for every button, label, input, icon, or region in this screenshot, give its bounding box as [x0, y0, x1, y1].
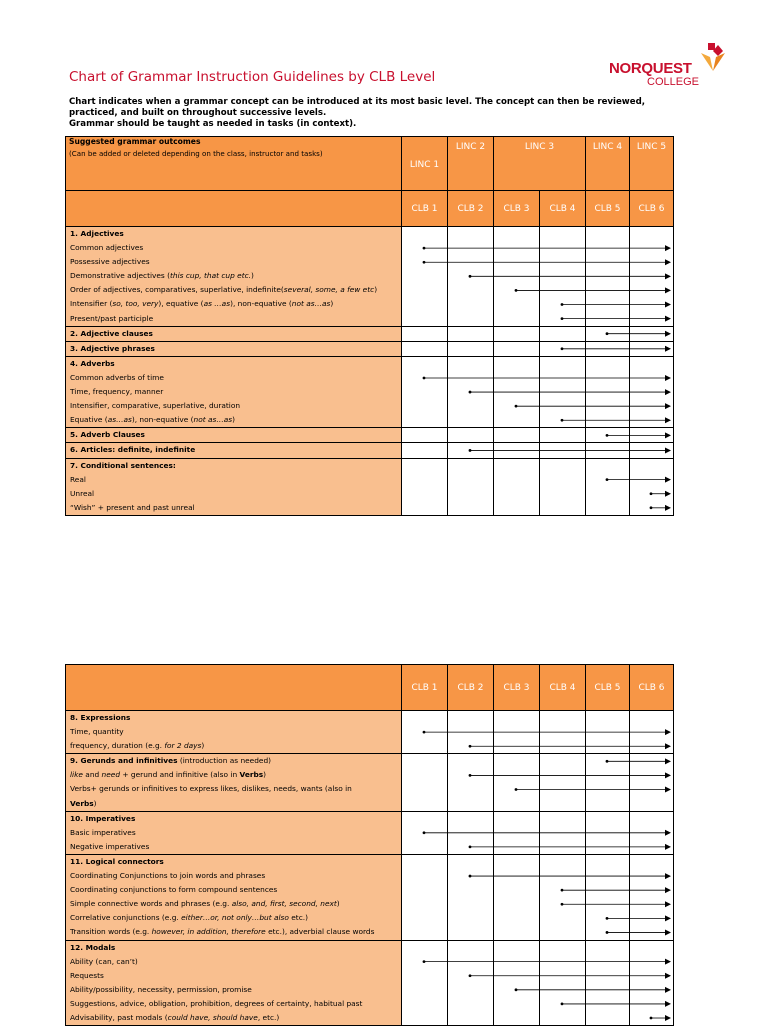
table1-group-6-clb-2-cell — [448, 443, 494, 458]
outcome-line: 5. Adverb Clauses — [70, 430, 145, 440]
table1-group-6-clb-1-cell — [402, 443, 448, 458]
outcome-line: Demonstrative adjectives (this cup, that cup etc.) — [70, 271, 254, 281]
outcome-line: Negative imperatives — [70, 841, 150, 851]
table1-group-7-label — [66, 458, 402, 515]
table2-group-5-clb-2-cell — [448, 940, 494, 1026]
linc-2-label: LINC 2 — [455, 142, 486, 152]
table2-group-5-label — [66, 940, 402, 1026]
table2-group-4-clb-2-cell — [448, 854, 494, 940]
linc-5-header — [630, 137, 674, 191]
table2-group-4-clb-4-cell — [540, 854, 586, 940]
table2-group-4-clb-5-cell — [586, 854, 630, 940]
outcome-line: Real — [70, 474, 86, 484]
table1-group-5-clb-4-cell — [540, 428, 586, 443]
intro-text — [69, 97, 689, 131]
table1-group-6-clb-5-cell — [586, 443, 630, 458]
table1-group-6-clb-6-cell — [630, 443, 674, 458]
table1-group-3-clb-5-cell — [586, 341, 630, 356]
table1-group-5-clb-5-cell — [586, 428, 630, 443]
outcome-line: Time, frequency, manner — [70, 387, 164, 397]
outcome-line: 10. Imperatives — [70, 813, 136, 823]
table2-group-2-clb-2-cell — [448, 754, 494, 811]
outcome-line: Intensifier (so, too, very), equative (as …as), non-equative (not as…as) — [70, 299, 334, 309]
table1-group-4-clb-2-cell — [448, 356, 494, 427]
table2-group-2-clb-4-cell — [540, 754, 586, 811]
table1-group-2-clb-4-cell — [540, 326, 586, 341]
outcome-line: Verbs) — [70, 798, 97, 808]
clb-header-blank-2 — [66, 665, 402, 711]
table2-group-4-clb-1-cell — [402, 854, 448, 940]
outcome-line: Coordinating conjunctions to form compound sentences — [70, 885, 278, 895]
page-title: Chart of Grammar Instruction Guidelines by CLB Level — [69, 69, 436, 85]
outcome-line: Present/past participle — [70, 313, 154, 323]
table2-group-1-clb-5-cell — [586, 711, 630, 754]
outcome-line: 7. Conditional sentences: — [70, 460, 176, 470]
outcome-line: 12. Modals — [70, 942, 116, 952]
table2-group-5-clb-4-cell — [540, 940, 586, 1026]
clb-2-header: CLB 2 — [448, 191, 494, 227]
table2-group-2-clb-5-cell — [586, 754, 630, 811]
linc-4-label: LINC 4 — [592, 142, 623, 152]
table2-group-3-clb-6-cell — [630, 811, 674, 854]
grammar-table-2 — [65, 664, 674, 1026]
table1-group-5-label — [66, 428, 402, 443]
table2-group-1-clb-3-cell — [494, 711, 540, 754]
table2-group-3-clb-2-cell — [448, 811, 494, 854]
table1-group-2-clb-3-cell — [494, 326, 540, 341]
table1-group-7-clb-2-cell — [448, 458, 494, 515]
table1-group-2-label — [66, 326, 402, 341]
clb-1-header: CLB 1 — [402, 191, 448, 227]
outcome-line: Verbs+ gerunds or infinitives to express likes, dislikes, needs, wants (also in — [70, 784, 352, 794]
outcome-line: Transition words (e.g. however, in addition, therefore etc.), adverbial clause words — [70, 927, 375, 937]
table1-group-6-clb-3-cell — [494, 443, 540, 458]
grammar-table-1 — [65, 136, 674, 516]
table1-group-4-clb-1-cell — [402, 356, 448, 427]
linc-3-label: LINC 3 — [524, 142, 555, 152]
outcome-line: frequency, duration (e.g. for 2 days) — [70, 741, 205, 751]
table1-group-2-clb-6-cell — [630, 326, 674, 341]
clb-4-header-2: CLB 4 — [540, 665, 586, 711]
table2-group-2-clb-1-cell — [402, 754, 448, 811]
clb-header-blank — [66, 191, 402, 227]
table1-group-2-clb-5-cell — [586, 326, 630, 341]
outcome-line: Basic imperatives — [70, 827, 136, 837]
table1-group-5-clb-1-cell — [402, 428, 448, 443]
table2-group-1-clb-4-cell — [540, 711, 586, 754]
outcome-line: Common adjectives — [70, 243, 144, 253]
outcome-line: Intensifier, comparative, superlative, duration — [70, 401, 241, 411]
logo-subtitle: COLLEGE — [647, 76, 699, 88]
table2-group-2-clb-6-cell — [630, 754, 674, 811]
table1-group-1-clb-6-cell — [630, 227, 674, 327]
table1-group-7-clb-1-cell — [402, 458, 448, 515]
clb-6-header-2: CLB 6 — [630, 665, 674, 711]
table1-group-4-clb-4-cell — [540, 356, 586, 427]
outcome-line: 3. Adjective phrases — [70, 343, 155, 353]
outcome-line: Simple connective words and phrases (e.g. also, and, first, second, next) — [70, 899, 340, 909]
outcome-line: Order of adjectives, comparatives, superlative, indefinite(several, some, a few etc) — [70, 285, 378, 295]
table2-group-4-clb-3-cell — [494, 854, 540, 940]
outcome-line: Ability/possibility, necessity, permission, promise — [70, 984, 252, 994]
outcome-line: Common adverbs of time — [70, 372, 164, 382]
outcome-line: Time, quantity — [70, 727, 124, 737]
table1-group-2-clb-2-cell — [448, 326, 494, 341]
table1-group-4-clb-3-cell — [494, 356, 540, 427]
outcome-line: 9. Gerunds and infinitives (introduction as needed) — [70, 756, 272, 766]
outcome-line: 8. Expressions — [70, 713, 131, 722]
clb-3-header: CLB 3 — [494, 191, 540, 227]
linc-3-header — [494, 137, 586, 191]
table2-group-1-clb-2-cell — [448, 711, 494, 754]
table2-group-3-clb-5-cell — [586, 811, 630, 854]
table2-group-3-clb-3-cell — [494, 811, 540, 854]
table1-group-6-label — [66, 443, 402, 458]
outcome-line: Equative (as…as), non-equative (not as…as) — [70, 415, 236, 425]
table2-group-5-clb-6-cell — [630, 940, 674, 1026]
outcome-line: Advisability, past modals (could have, should have, etc.) — [70, 1012, 280, 1022]
table2-group-5-clb-5-cell — [586, 940, 630, 1026]
table1-group-1-clb-1-cell — [402, 227, 448, 327]
table1-group-3-clb-6-cell — [630, 341, 674, 356]
table1-group-1-clb-4-cell — [540, 227, 586, 327]
outcome-line: “Wish” + present and past unreal — [70, 502, 195, 512]
table2-group-3-label — [66, 811, 402, 854]
clb-4-header: CLB 4 — [540, 191, 586, 227]
table1-group-7-clb-4-cell — [540, 458, 586, 515]
intro-line-1: Chart indicates when a grammar concept can be introduced at its most basic level. The concept can then be reviewed, practiced, and built on throughout successive levels. — [69, 97, 645, 119]
table1-group-1-clb-2-cell — [448, 227, 494, 327]
table1-group-3-clb-2-cell — [448, 341, 494, 356]
table2-group-2-clb-3-cell — [494, 754, 540, 811]
table2-group-5-clb-3-cell — [494, 940, 540, 1026]
table2-group-2-label — [66, 754, 402, 811]
table1-group-5-clb-6-cell — [630, 428, 674, 443]
table1-group-4-clb-6-cell — [630, 356, 674, 427]
outcome-line: 2. Adjective clauses — [70, 328, 153, 338]
table1-group-3-label — [66, 341, 402, 356]
outcomes-title: Suggested grammar outcomes — [69, 137, 201, 146]
table1-group-7-clb-5-cell — [586, 458, 630, 515]
outcome-line: Possessive adjectives — [70, 257, 150, 267]
table2-group-4-clb-6-cell — [630, 854, 674, 940]
outcomes-note: (Can be added or deleted depending on the class, instructor and tasks) — [69, 149, 323, 158]
table1-group-3-clb-1-cell — [402, 341, 448, 356]
outcome-line: 11. Logical connectors — [70, 856, 164, 866]
table2-group-3-clb-4-cell — [540, 811, 586, 854]
table2-group-4-label — [66, 854, 402, 940]
outcome-line: Suggestions, advice, obligation, prohibition, degrees of certainty, habitual past — [70, 998, 363, 1008]
table2-group-3-clb-1-cell — [402, 811, 448, 854]
table2-group-1-clb-6-cell — [630, 711, 674, 754]
clb-2-header-2: CLB 2 — [448, 665, 494, 711]
linc-4-header — [586, 137, 630, 191]
clb-5-header-2: CLB 5 — [586, 665, 630, 711]
outcomes-header-cell — [66, 137, 402, 191]
outcome-line: Correlative conjunctions (e.g. either…or, not only…but also etc.) — [70, 913, 308, 923]
clb-5-header: CLB 5 — [586, 191, 630, 227]
outcome-line: Unreal — [70, 488, 95, 498]
outcome-line: Requests — [70, 970, 104, 980]
outcome-line: like and need + gerund and infinitive (also in Verbs) — [70, 770, 267, 780]
table1-group-1-label — [66, 227, 402, 327]
table2-group-1-clb-1-cell — [402, 711, 448, 754]
linc-1-header — [402, 137, 448, 191]
outcome-line: Ability (can, can’t) — [70, 956, 138, 966]
table1-group-6-clb-4-cell — [540, 443, 586, 458]
table1-group-7-clb-3-cell — [494, 458, 540, 515]
clb-6-header: CLB 6 — [630, 191, 674, 227]
logo-wordmark: NORQUEST — [609, 60, 692, 77]
table1-group-1-clb-5-cell — [586, 227, 630, 327]
table1-group-7-clb-6-cell — [630, 458, 674, 515]
norquest-logo-icon — [698, 41, 728, 75]
clb-3-header-2: CLB 3 — [494, 665, 540, 711]
outcome-line: 1. Adjectives — [70, 229, 124, 238]
table1-group-3-clb-4-cell — [540, 341, 586, 356]
linc-5-label: LINC 5 — [636, 142, 667, 152]
outcome-line: Coordinating Conjunctions to join words and phrases — [70, 871, 266, 881]
clb-1-header-2: CLB 1 — [402, 665, 448, 711]
table1-group-1-clb-3-cell — [494, 227, 540, 327]
table1-group-5-clb-2-cell — [448, 428, 494, 443]
outcome-line: 6. Articles: definite, indefinite — [70, 445, 196, 455]
linc-1-label: LINC 1 — [409, 160, 440, 170]
table1-group-4-clb-5-cell — [586, 356, 630, 427]
table2-group-1-label — [66, 711, 402, 754]
table1-group-2-clb-1-cell — [402, 326, 448, 341]
table1-group-3-clb-3-cell — [494, 341, 540, 356]
table1-group-4-label — [66, 356, 402, 427]
table1-group-5-clb-3-cell — [494, 428, 540, 443]
norquest-college-logo — [609, 41, 729, 91]
linc-2-header — [448, 137, 494, 191]
intro-line-2: Grammar should be taught as needed in tasks (in context). — [69, 119, 357, 130]
table2-group-5-clb-1-cell — [402, 940, 448, 1026]
outcome-line: 4. Adverbs — [70, 358, 115, 368]
